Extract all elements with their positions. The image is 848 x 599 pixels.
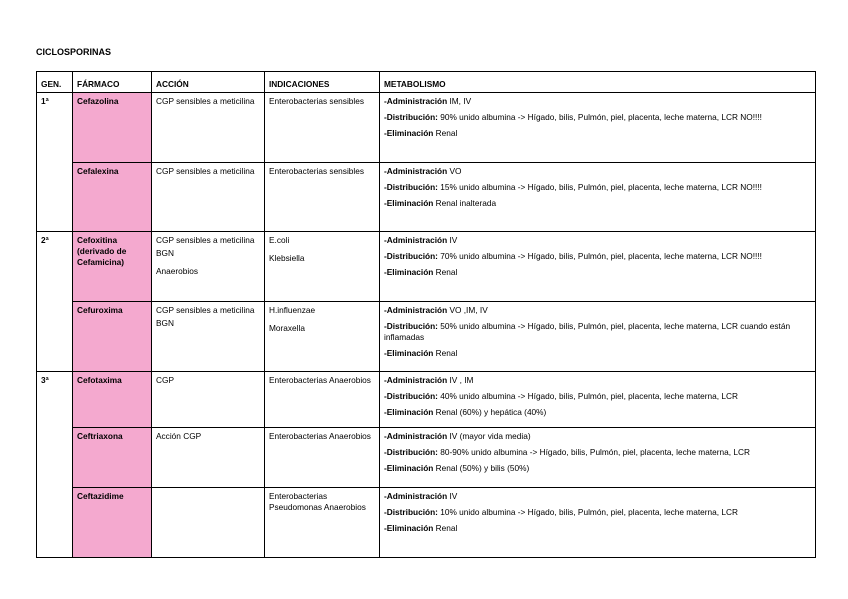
indicacion-item: H.influenzae: [269, 305, 316, 315]
metabolismo-cell: [380, 232, 816, 302]
indicacion-item: E.coli: [269, 235, 290, 245]
indicaciones-cell: [265, 302, 380, 372]
table-body: [37, 93, 816, 558]
distribucion-line-label: -Distribución:: [384, 112, 438, 122]
indicacion-item: Enterobacterias sensibles: [269, 96, 365, 106]
header-accion: ACCIÓN: [152, 72, 265, 93]
header-farmaco: FÁRMACO: [73, 72, 152, 93]
administracion-line-value: IV: [447, 491, 458, 501]
drug-name-cell: Cefoxitina (derivado de Cefamicina): [73, 232, 152, 302]
accion-cell: [152, 163, 265, 232]
distribucion-line: [384, 112, 811, 123]
eliminacion-line-label: -Eliminación: [384, 198, 434, 208]
distribucion-line-value: 40% unido albumina -> Hígado, bilis, Pulmón, piel, placenta, leche materna, LCR: [437, 391, 738, 401]
header-gen: GEN.: [37, 72, 73, 93]
indicacion-item: Moraxella: [269, 323, 305, 333]
eliminacion-line-value: Renal (60%) y hepática (40%): [433, 407, 547, 417]
distribucion-line-label: -Distribución:: [384, 447, 438, 457]
distribucion-line-value: 70% unido albumina -> Hígado, bilis, Pulmón, piel, placenta, leche materna, LCR NO!!!!: [437, 251, 762, 261]
indicacion-item: Enterobacterias sensibles: [269, 166, 365, 176]
table-row: [37, 488, 816, 558]
generation-cell: 1ª: [37, 93, 73, 232]
eliminacion-line-label: -Eliminación: [384, 463, 434, 473]
distribucion-line: [384, 251, 811, 262]
eliminacion-line-value: Renal: [433, 128, 458, 138]
distribucion-line-value: 15% unido albumina -> Hígado, bilis, Pulmón, piel, placenta, leche materna, LCR NO!!!!: [437, 182, 762, 192]
administracion-line-label: -Administración: [384, 96, 448, 106]
administracion-line: [384, 491, 811, 502]
generation-cell: 3ª: [37, 372, 73, 558]
administracion-line-value: IV (mayor vida media): [447, 431, 531, 441]
accion-item: BGN: [156, 318, 174, 328]
distribucion-line-label: -Distribución:: [384, 321, 438, 331]
eliminacion-line: [384, 267, 811, 278]
distribucion-line-value: 10% unido albumina -> Hígado, bilis, Pulmón, piel, placenta, leche materna, LCR: [437, 507, 738, 517]
indicacion-item: Enterobacterias Anaerobios: [269, 431, 371, 441]
eliminacion-line-label: -Eliminación: [384, 407, 434, 417]
distribucion-line-value: 80-90% unido albumina -> Hígado, bilis, Pulmón, piel, placenta, leche materna, LCR: [437, 447, 750, 457]
indicaciones-cell: [265, 488, 380, 558]
administracion-line: [384, 96, 811, 107]
drug-name-cell: Ceftriaxona: [73, 428, 152, 488]
administracion-line-value: IV , IM: [447, 375, 474, 385]
accion-item: CGP: [156, 375, 174, 385]
indicaciones-cell: [265, 372, 380, 428]
indicaciones-cell: [265, 428, 380, 488]
indicacion-item: Enterobacterias Anaerobios: [269, 375, 371, 385]
metabolismo-cell: [380, 93, 816, 163]
distribucion-line: [384, 321, 811, 343]
administracion-line-label: -Administración: [384, 375, 448, 385]
administracion-line-value: IM, IV: [447, 96, 472, 106]
metabolismo-cell: [380, 428, 816, 488]
table-row: [37, 428, 816, 488]
accion-cell: [152, 372, 265, 428]
distribucion-line: [384, 447, 811, 458]
eliminacion-line-label: -Eliminación: [384, 267, 434, 277]
distribucion-line: [384, 391, 811, 402]
administracion-line-value: IV: [447, 235, 458, 245]
eliminacion-line: [384, 463, 811, 474]
accion-item: CGP sensibles a meticilina: [156, 235, 255, 245]
drug-name-cell: Cefalexina: [73, 163, 152, 232]
eliminacion-line: [384, 407, 811, 418]
eliminacion-line-value: Renal: [433, 267, 458, 277]
distribucion-line-label: -Distribución:: [384, 391, 438, 401]
eliminacion-line-value: Renal (50%) y bilis (50%): [433, 463, 530, 473]
administracion-line-value: VO: [447, 166, 462, 176]
eliminacion-line-value: Renal inalterada: [433, 198, 497, 208]
metabolismo-cell: [380, 163, 816, 232]
administracion-line: [384, 305, 811, 316]
accion-cell: [152, 488, 265, 558]
accion-item: BGN: [156, 248, 174, 258]
distribucion-line-value: 50% unido albumina -> Hígado, bilis, Pulmón, piel, placenta, leche materna, LCR cuando están inflamadas: [384, 321, 791, 342]
eliminacion-line: [384, 128, 811, 139]
distribucion-line-label: -Distribución:: [384, 507, 438, 517]
administracion-line-label: -Administración: [384, 431, 448, 441]
indicacion-item: Klebsiella: [269, 253, 305, 263]
administracion-line-value: VO ,IM, IV: [447, 305, 488, 315]
distribucion-line: [384, 182, 811, 193]
administracion-line: [384, 235, 811, 246]
table-header-row: [37, 72, 816, 93]
table-row: [37, 232, 816, 302]
eliminacion-line-value: Renal: [433, 523, 458, 533]
eliminacion-line-label: -Eliminación: [384, 523, 434, 533]
table-row: [37, 372, 816, 428]
administracion-line-label: -Administración: [384, 235, 448, 245]
accion-item: Anaerobios: [156, 266, 198, 276]
accion-cell: [152, 232, 265, 302]
document-title: CICLOSPORINAS: [36, 47, 112, 57]
administracion-line: [384, 166, 811, 177]
eliminacion-line-value: Renal: [433, 348, 458, 358]
drug-name-cell: Cefazolina: [73, 93, 152, 163]
administracion-line-label: -Administración: [384, 491, 448, 501]
eliminacion-line-label: -Eliminación: [384, 128, 434, 138]
indicacion-item: Enterobacterias Pseudomonas Anaerobios: [269, 491, 366, 512]
indicaciones-cell: [265, 163, 380, 232]
distribucion-line-label: -Distribución:: [384, 182, 438, 192]
distribucion-line: [384, 507, 811, 518]
administracion-line: [384, 375, 811, 386]
table-row: [37, 302, 816, 372]
cephalosporin-table: [36, 71, 816, 558]
administracion-line: [384, 431, 811, 442]
accion-cell: [152, 428, 265, 488]
eliminacion-line: [384, 523, 811, 534]
indicaciones-cell: [265, 232, 380, 302]
accion-cell: [152, 302, 265, 372]
indicaciones-cell: [265, 93, 380, 163]
accion-item: CGP sensibles a meticilina: [156, 166, 255, 176]
administracion-line-label: -Administración: [384, 305, 448, 315]
table-row: [37, 93, 816, 163]
metabolismo-cell: [380, 488, 816, 558]
header-indicaciones: INDICACIONES: [265, 72, 380, 93]
drug-name-cell: Cefuroxima: [73, 302, 152, 372]
header-metabolismo: METABOLISMO: [380, 72, 816, 93]
accion-item: CGP sensibles a meticilina: [156, 305, 255, 315]
eliminacion-line-label: -Eliminación: [384, 348, 434, 358]
distribucion-line-label: -Distribución:: [384, 251, 438, 261]
accion-item: CGP sensibles a meticilina: [156, 96, 255, 106]
accion-cell: [152, 93, 265, 163]
administracion-line-label: -Administración: [384, 166, 448, 176]
metabolismo-cell: [380, 372, 816, 428]
drug-name-cell: Cefotaxima: [73, 372, 152, 428]
drug-name-cell: Ceftazidime: [73, 488, 152, 558]
eliminacion-line: [384, 348, 811, 359]
table-row: [37, 163, 816, 232]
accion-item: Acción CGP: [156, 431, 202, 441]
eliminacion-line: [384, 198, 811, 209]
generation-cell: 2ª: [37, 232, 73, 372]
distribucion-line-value: 90% unido albumina -> Hígado, bilis, Pulmón, piel, placenta, leche materna, LCR NO!!!!: [437, 112, 762, 122]
metabolismo-cell: [380, 302, 816, 372]
